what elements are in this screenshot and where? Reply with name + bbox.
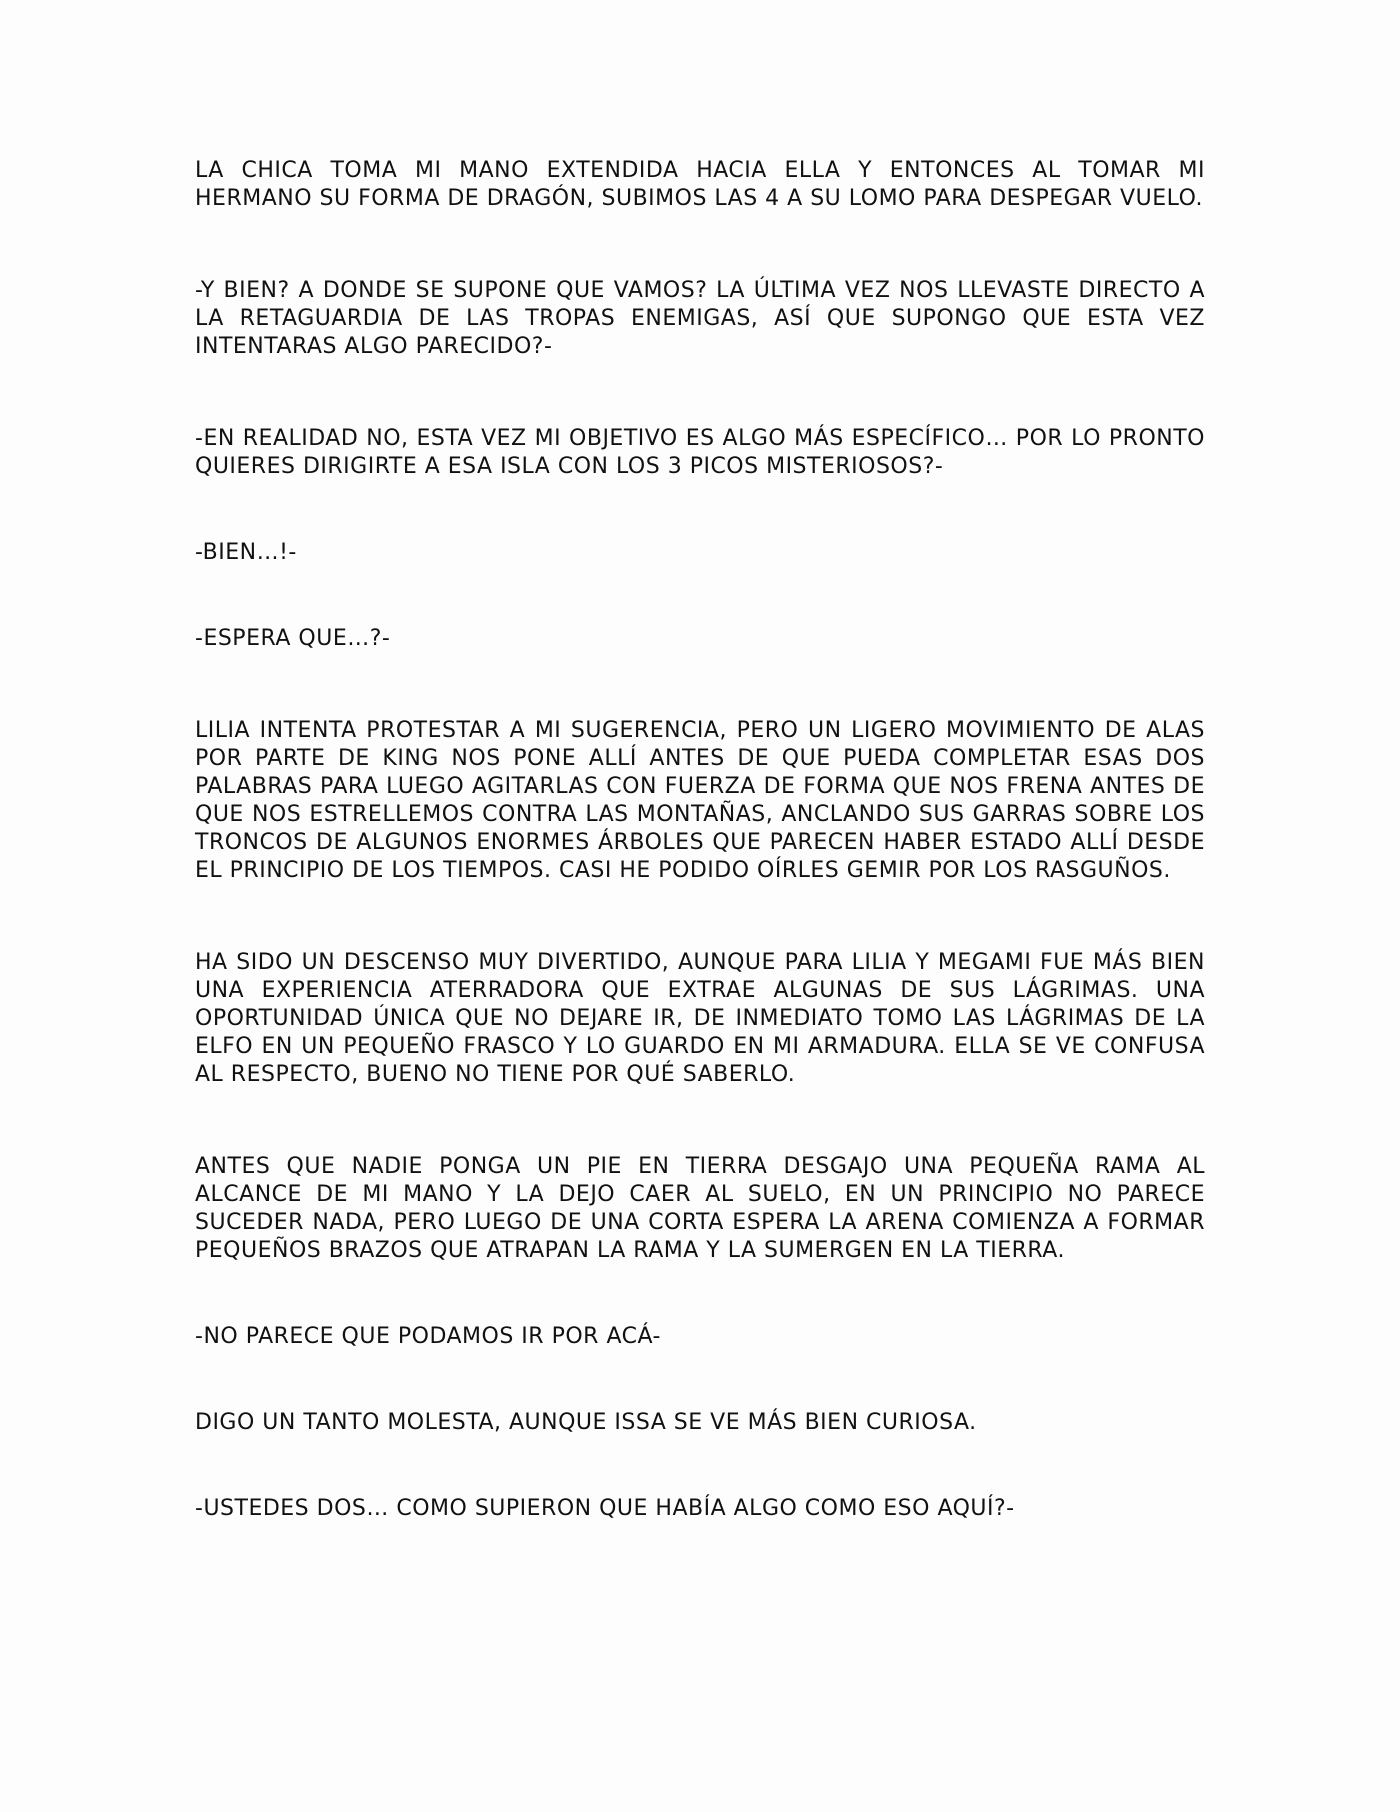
document-body <box>195 157 1205 1523</box>
paragraph-8: ANTES QUE NADIE PONGA UN PIE EN TIERRA DESGAJO UNA PEQUEÑA RAMA AL ALCANCE DE MI MANO Y LA DEJO CAER AL SUELO, EN UN PRINCIPIO NO PARECE SUCEDER NADA, PERO LUEGO DE UNA CORTA ESPERA LA ARENA COMIENZA A FORMAR PEQUEÑOS BRAZOS QUE ATRAPAN LA RAMA Y LA SUMERGEN EN LA TIERRA. <box>195 1154 1205 1263</box>
paragraph-6: LILIA INTENTA PROTESTAR A MI SUGERENCIA, PERO UN LIGERO MOVIMIENTO DE ALAS POR PARTE DE KING NOS PONE ALLÍ ANTES DE QUE PUEDA COMPLETAR ESAS DOS PALABRAS PARA LUEGO AGITARLAS CON FUERZA DE FORMA QUE NOS FRENA ANTES DE QUE NOS ESTRELLEMOS CONTRA LAS MONTAÑAS, ANCLANDO SUS GARRAS SOBRE LOS TRONCOS DE ALGUNOS ENORMES ÁRBOLES QUE PARECEN HABER ESTADO ALLÍ DESDE EL PRINCIPIO DE LOS TIEMPOS. CASI HE PODIDO OÍRLES GEMIR POR LOS RASGUÑOS. <box>195 718 1205 883</box>
paragraph-7: HA SIDO UN DESCENSO MUY DIVERTIDO, AUNQUE PARA LILIA Y MEGAMI FUE MÁS BIEN UNA EXPERIENCIA ATERRADORA QUE EXTRAE ALGUNAS DE SUS LÁGRIMAS. UNA OPORTUNIDAD ÚNICA QUE NO DEJARE IR, DE INMEDIATO TOMO LAS LÁGRIMAS DE LA ELFO EN UN PEQUEÑO FRASCO Y LO GUARDO EN MI ARMADURA. ELLA SE VE CONFUSA AL RESPECTO, BUENO NO TIENE POR QUÉ SABERLO. <box>195 950 1205 1087</box>
paragraph-5: -ESPERA QUE…?- <box>195 626 391 651</box>
paragraph-3: -EN REALIDAD NO, ESTA VEZ MI OBJETIVO ES ALGO MÁS ESPECÍFICO… POR LO PRONTO QUIERES DIRIGIRTE A ESA ISLA CON LOS 3 PICOS MISTERIOSOS?- <box>195 426 1205 479</box>
paragraph-2: -Y BIEN? A DONDE SE SUPONE QUE VAMOS? LA ÚLTIMA VEZ NOS LLEVASTE DIRECTO A LA RETAGUARDIA DE LAS TROPAS ENEMIGAS, ASÍ QUE SUPONGO QUE ESTA VEZ INTENTARAS ALGO PARECIDO?- <box>195 278 1205 359</box>
paragraph-11: -USTEDES DOS… COMO SUPIERON QUE HABÍA ALGO COMO ESO AQUÍ?- <box>195 1496 1015 1521</box>
paragraph-4: -BIEN…!- <box>195 540 297 565</box>
paragraph-1: LA CHICA TOMA MI MANO EXTENDIDA HACIA ELLA Y ENTONCES AL TOMAR MI HERMANO SU FORMA DE DRAGÓN, SUBIMOS LAS 4 A SU LOMO PARA DESPEGAR VUELO. <box>195 158 1205 211</box>
paragraph-10: DIGO UN TANTO MOLESTA, AUNQUE ISSA SE VE MÁS BIEN CURIOSA. <box>195 1410 977 1435</box>
paragraph-9: -NO PARECE QUE PODAMOS IR POR ACÁ- <box>195 1324 661 1349</box>
